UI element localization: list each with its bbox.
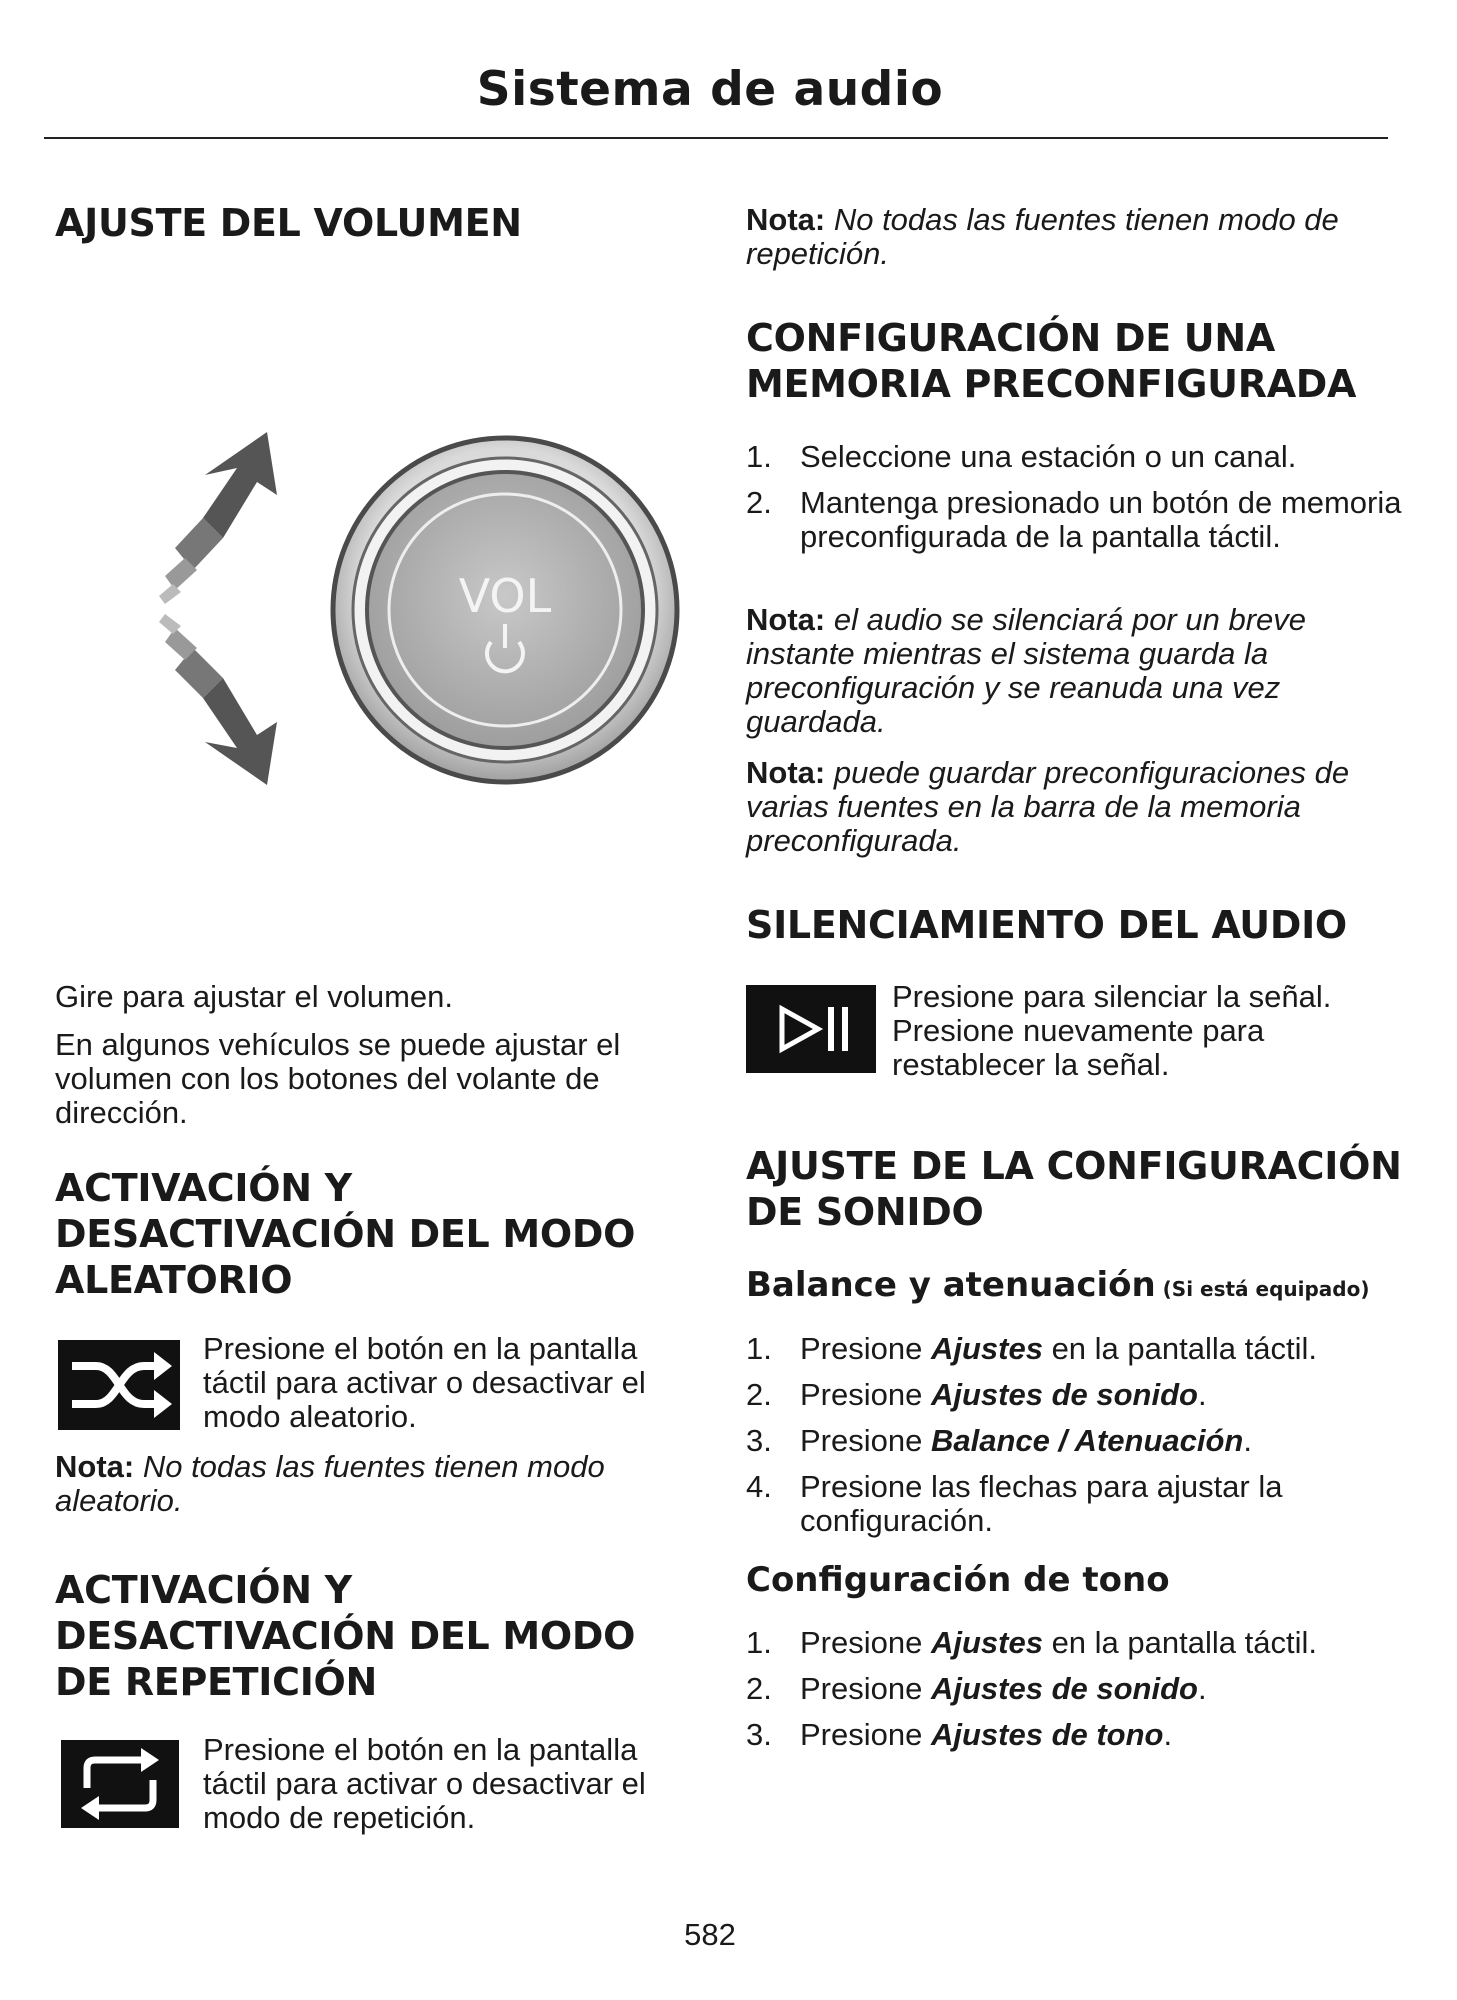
tone-steps [746, 1626, 1406, 1764]
page-number: 582 [684, 1917, 736, 1952]
list-item: 1. Presione Ajustes en la pantalla táctil. [746, 1331, 1317, 1366]
mute-heading: SILENCIAMIENTO DEL AUDIO [746, 903, 1347, 947]
volume-text-1: Gire para ajustar el volumen. [55, 979, 454, 1014]
volume-text-2: En algunos vehículos se puede ajustar el volumen con los botones del volante de dirección. [55, 1027, 621, 1130]
page-title: Sistema de audio [476, 62, 944, 117]
list-item: 2. Presione Ajustes de sonido. [746, 1671, 1207, 1706]
rotate-down-arrow-icon [159, 614, 277, 785]
list-item: 2. Presione Ajustes de sonido. [746, 1377, 1207, 1412]
repeat-heading: ACTIVACIÓN Y DESACTIVACIÓN DEL MODO DE REPETICIÓN [55, 1568, 636, 1704]
play-pause-icon [746, 985, 876, 1073]
list-item: 1. Presione Ajustes en la pantalla táctil. [746, 1625, 1317, 1660]
list-item: 1. Seleccione una estación o un canal. [746, 439, 1297, 474]
preset-note-2 [746, 756, 1406, 858]
balance-heading: Balance y atenuación (Si está equipado) [746, 1265, 1370, 1305]
note-text: No todas las fuentes tienen modo de repetición. [746, 202, 1339, 271]
shuffle-note [55, 1450, 695, 1518]
repeat-text: Presione el botón en la pantalla táctil para activar o desactivar el modo de repetición. [203, 1732, 646, 1835]
rotate-up-arrow-icon [159, 432, 277, 604]
note-label: Nota: [746, 755, 826, 790]
preset-heading: CONFIGURACIÓN DE UNA MEMORIA PRECONFIGURADA [746, 316, 1357, 406]
repeat-icon [61, 1740, 179, 1828]
shuffle-text: Presione el botón en la pantalla táctil para activar o desactivar el modo aleatorio. [203, 1331, 646, 1434]
list-item: 2. Mantenga presionado un botón de memoria preconfigurada de la pantalla táctil. [746, 485, 1402, 554]
note-label: Nota: [746, 202, 826, 237]
volume-knob-illustration [145, 420, 685, 800]
preset-note-1 [746, 603, 1406, 739]
mute-text: Presione para silenciar la señal. Presione nuevamente para restablecer la señal. [892, 979, 1332, 1082]
list-item: 3. Presione Balance / Atenuación. [746, 1423, 1252, 1458]
list-item: 3. Presione Ajustes de tono. [746, 1717, 1173, 1752]
shuffle-heading: ACTIVACIÓN Y DESACTIVACIÓN DEL MODO ALEATORIO [55, 1166, 636, 1302]
sound-heading: AJUSTE DE LA CONFIGURACIÓN DE SONIDO [746, 1144, 1402, 1234]
repeat-note [746, 203, 1406, 271]
preset-steps [746, 440, 1406, 566]
list-item: 4. Presione las flechas para ajustar la configuración. [746, 1469, 1283, 1538]
note-text: puede guardar preconfiguraciones de varias fuentes en la barra de la memoria preconfigurada. [746, 755, 1350, 858]
note-label: Nota: [746, 602, 826, 637]
note-text: el audio se silenciará por un breve instante mientras el sistema guarda la preconfiguración y se reanuda una vez guardada. [746, 602, 1307, 739]
note-label: Nota: [55, 1449, 135, 1484]
knob-vol-label: VOL [458, 569, 552, 623]
header-divider [44, 137, 1388, 139]
shuffle-icon [58, 1340, 180, 1430]
note-text: No todas las fuentes tienen modo aleatorio. [55, 1449, 605, 1518]
balance-steps [746, 1332, 1406, 1550]
tone-heading: Configuración de tono [746, 1560, 1170, 1600]
volume-heading: AJUSTE DEL VOLUMEN [55, 201, 522, 245]
